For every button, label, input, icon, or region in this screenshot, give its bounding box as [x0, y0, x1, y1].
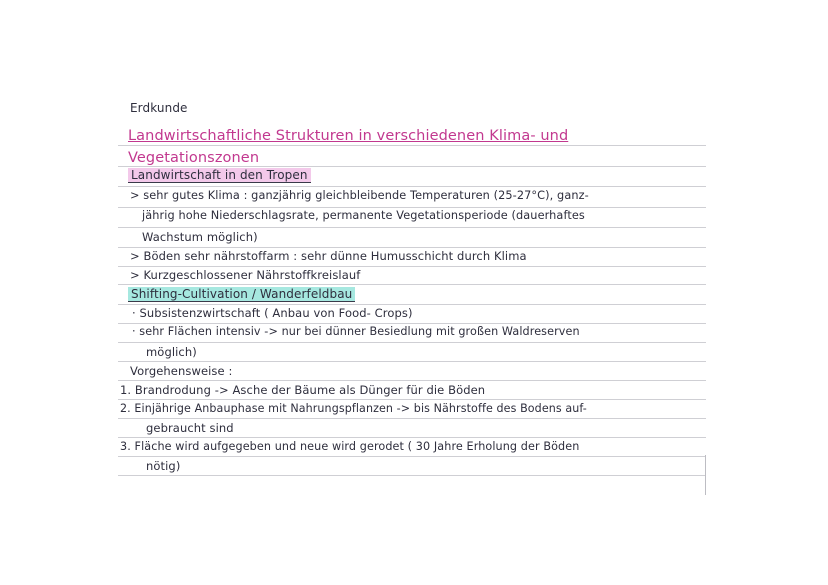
page-title-line-2: Vegetationszonen [128, 150, 260, 166]
note-line: 2. Einjährige Anbauphase mit Nahrungspflanzen -> bis Nährstoffe des Bodens auf- [120, 402, 587, 415]
ruled-line [118, 166, 706, 167]
ruled-line [118, 418, 706, 419]
section-heading-shifting-cultivation: Shifting-Cultivation / Wanderfeldbau [128, 287, 355, 302]
ruled-line [118, 475, 706, 476]
ruled-line [118, 266, 706, 267]
ruled-line [118, 304, 706, 305]
page-title-line-1: Landwirtschaftliche Strukturen in verschiedenen Klima- und [128, 128, 569, 144]
subject-label: Erdkunde [130, 101, 188, 115]
note-line: Vorgehensweise : [130, 364, 233, 378]
ruled-line [118, 342, 706, 343]
ruled-line [118, 399, 706, 400]
note-line: Wachstum möglich) [142, 230, 258, 244]
note-line: möglich) [146, 345, 197, 359]
ruled-line [118, 380, 706, 381]
note-line: jährig hohe Niederschlagsrate, permanente Vegetationsperiode (dauerhaftes [142, 209, 585, 222]
note-line: gebraucht sind [146, 421, 234, 435]
ruled-line [118, 437, 706, 438]
ruled-line [118, 207, 706, 208]
note-line: > Böden sehr nährstoffarm : sehr dünne Humusschicht durch Klima [130, 249, 527, 263]
note-line: 3. Fläche wird aufgegeben und neue wird gerodet ( 30 Jahre Erholung der Böden [120, 440, 580, 453]
ruled-line [118, 247, 706, 248]
ruled-line [118, 186, 706, 187]
note-line: · sehr Flächen intensiv -> nur bei dünner Besiedlung mit großen Waldreserven [132, 325, 580, 338]
note-line: > Kurzgeschlossener Nährstoffkreislauf [130, 268, 361, 282]
margin-line [705, 455, 706, 495]
section-heading-tropen: Landwirtschaft in den Tropen [128, 168, 311, 183]
ruled-line [118, 284, 706, 285]
ruled-line [118, 227, 706, 228]
note-line: 1. Brandrodung -> Asche der Bäume als Dünger für die Böden [120, 383, 486, 397]
ruled-line [118, 361, 706, 362]
note-line: · Subsistenzwirtschaft ( Anbau von Food- Crops) [132, 306, 413, 320]
note-line: > sehr gutes Klima : ganzjährig gleichbleibende Temperaturen (25-27°C), ganz- [130, 189, 589, 202]
note-line: nötig) [146, 459, 181, 473]
ruled-line [118, 456, 706, 457]
ruled-line [118, 145, 706, 146]
ruled-line [118, 323, 706, 324]
